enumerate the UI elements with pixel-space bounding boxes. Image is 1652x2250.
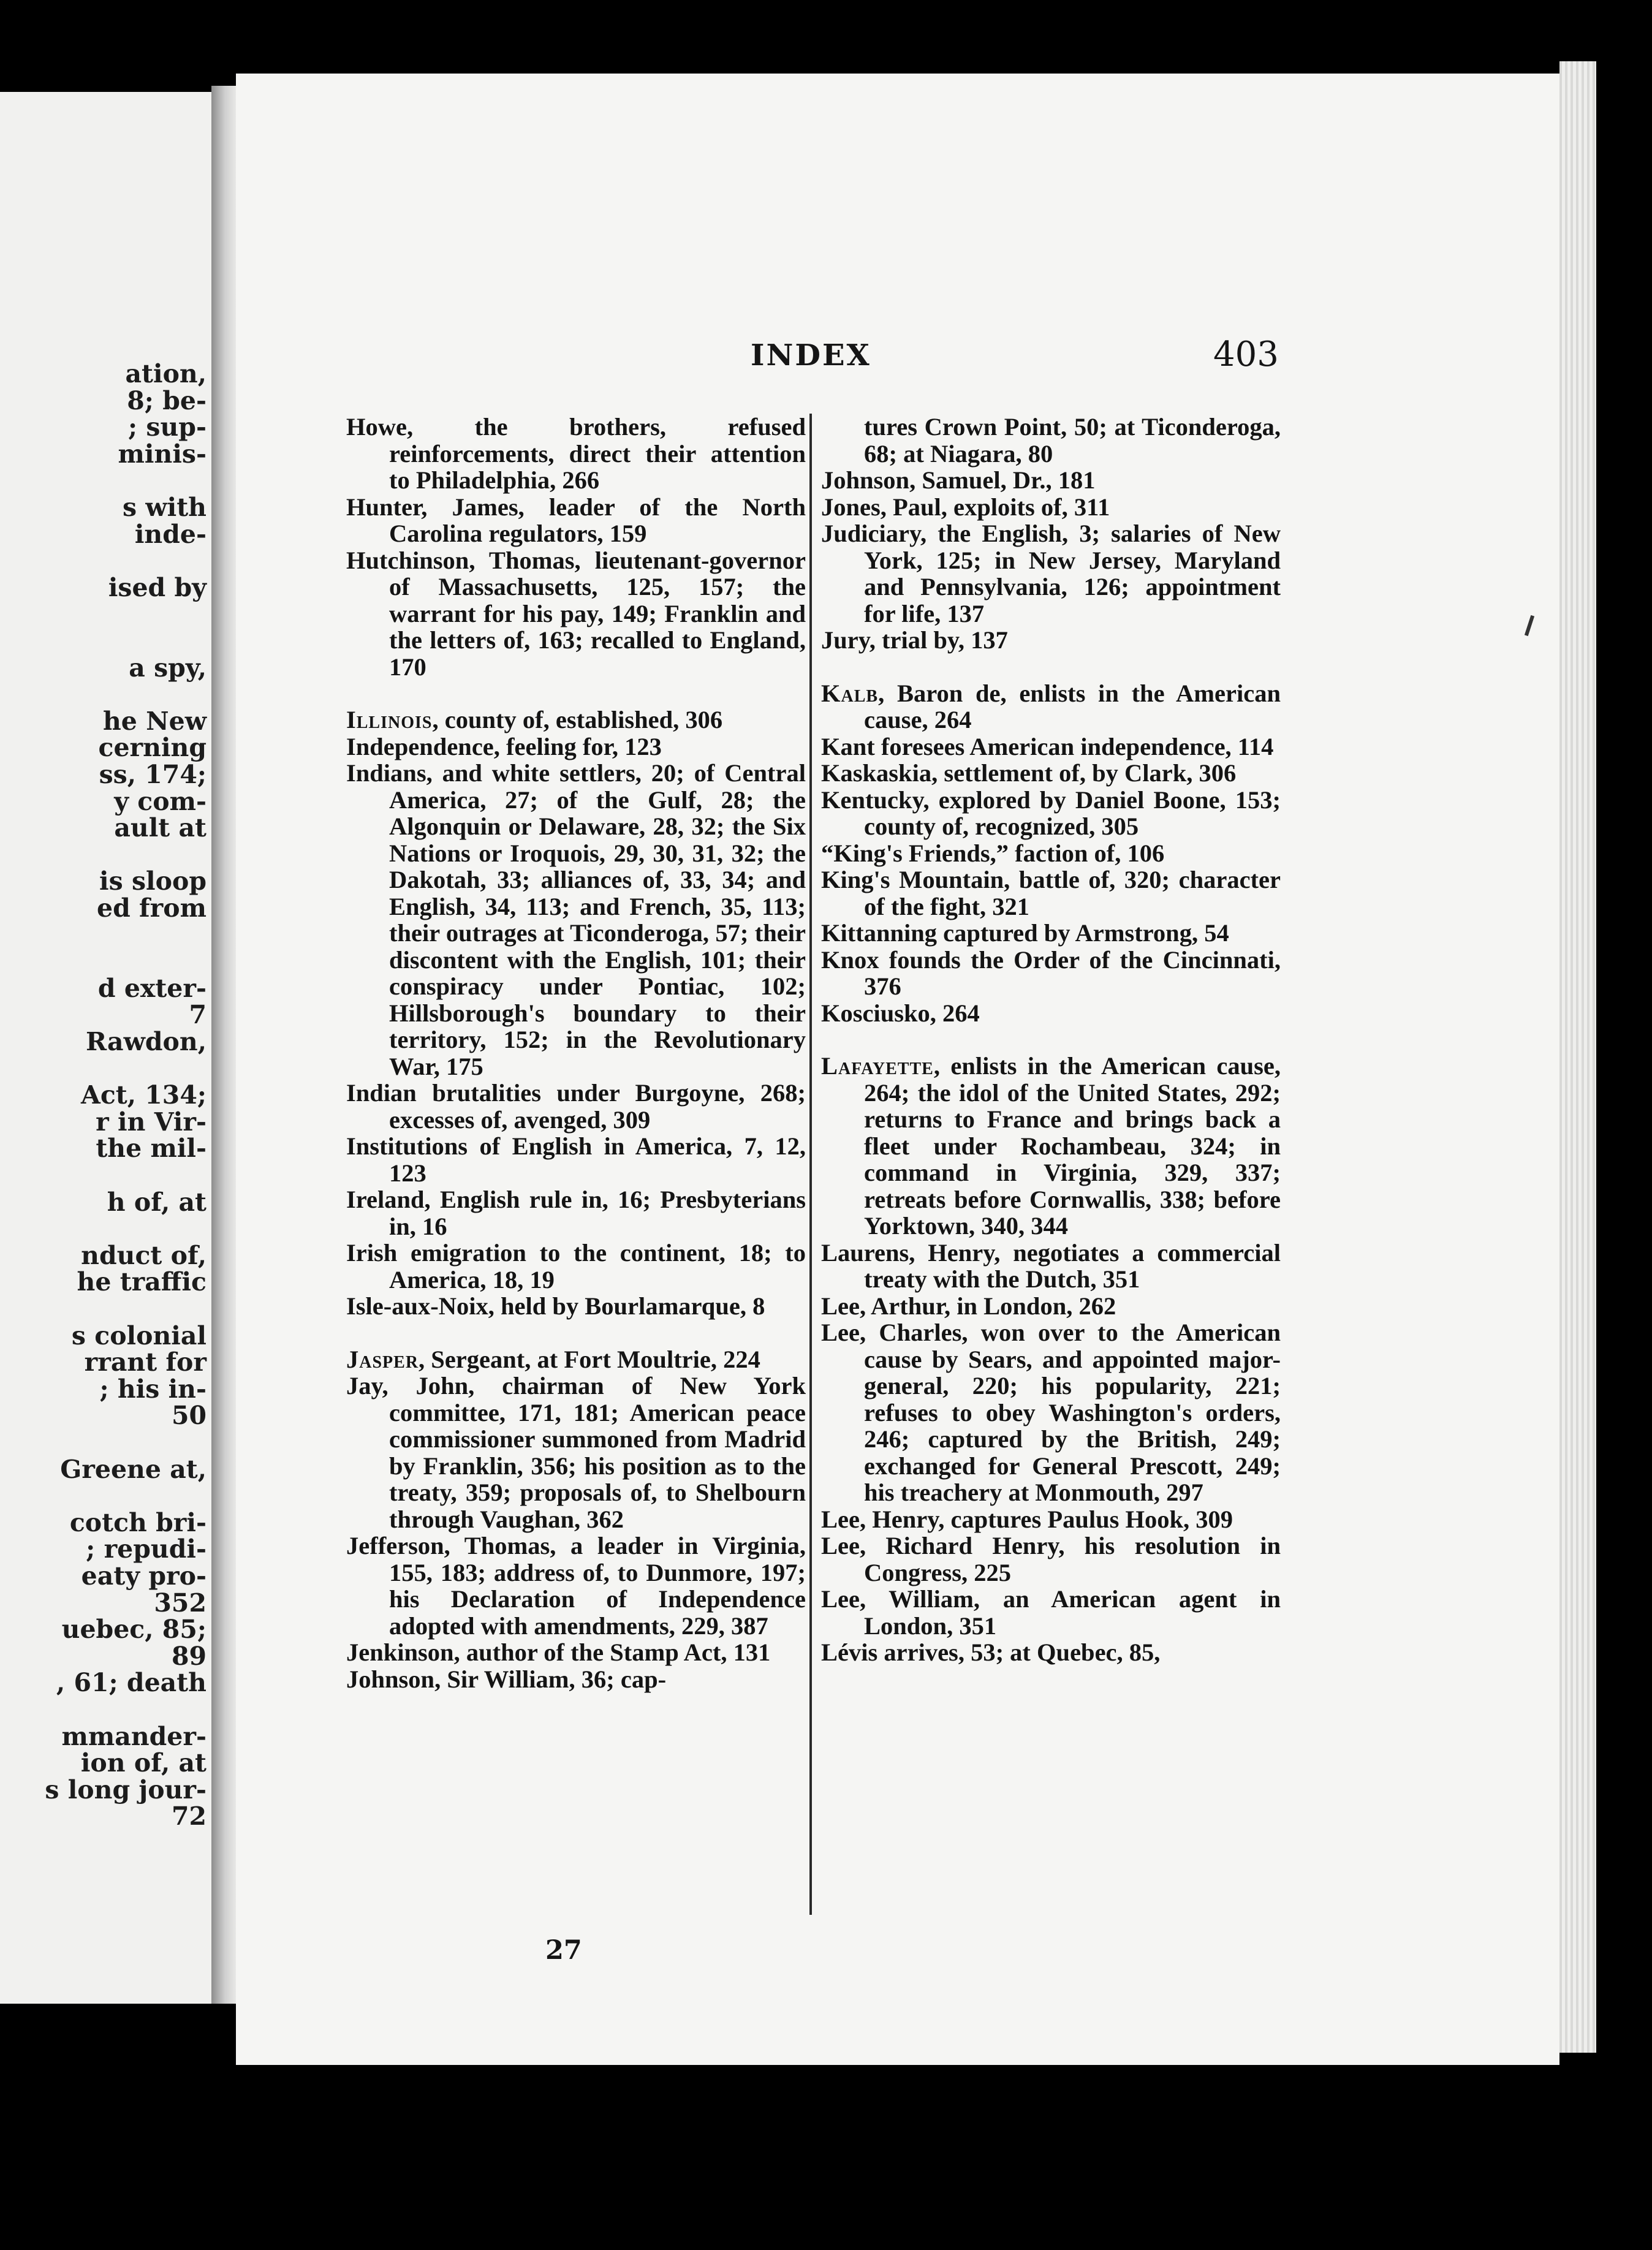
entry-text: Johnson, Sir William, 36; cap- — [346, 1665, 667, 1693]
index-entry — [346, 706, 806, 733]
facing-page-line: s colonial — [71, 1320, 206, 1350]
page-edges — [1559, 61, 1596, 2053]
entry-text: Kittanning captured by Armstrong, 54 — [821, 919, 1229, 947]
letter-section-gap — [346, 1320, 806, 1346]
facing-page-line: ; repudi- — [86, 1534, 206, 1564]
facing-page-line: ised by — [108, 572, 206, 602]
facing-page-line: mmander- — [61, 1721, 206, 1751]
entry-text: Knox founds the Order of the Cincinnati, 376 — [821, 945, 1281, 1000]
facing-page-line: 8; be- — [127, 385, 206, 415]
facing-page-line: eaty pro- — [81, 1561, 206, 1591]
index-entry — [346, 1373, 806, 1532]
index-entry — [821, 1000, 1281, 1027]
index-entry — [821, 1532, 1281, 1586]
facing-page-line: ; sup- — [128, 412, 206, 442]
facing-page-line: he traffic — [77, 1267, 206, 1297]
index-entry — [821, 787, 1281, 840]
index-entry — [821, 1240, 1281, 1293]
facing-page-line: 89 — [171, 1641, 206, 1671]
page-number: 403 — [1213, 335, 1279, 374]
facing-page-line: uebec, 85; — [61, 1615, 206, 1645]
entry-text: Indians, and white settlers, 20; of Central America, 27; of the Gulf, 28; the Algonquin or Delaware, 28, 32; the Six Nations or Iroquois, 29, 30, 31, 32; the Dakotah, 33; alliances of, 33, 34; and English, 34, 113; and French, 35, 113; their outrages at Ticonderoga, 57; their discontent with the English, 101; their conspiracy under Pontiac, 102; Hillsborough's boundary to their territory, 152; in the Revolutionary War, 175 — [346, 759, 806, 1080]
index-entry — [821, 627, 1281, 654]
entry-text: Kentucky, explored by Daniel Boone, 153; county of, recognized, 305 — [821, 786, 1281, 840]
index-entry — [346, 733, 806, 760]
entry-text: Jay, John, chairman of New York committee, 171, 181; American peace commissioner summoned from Madrid by Franklin, 356; his position as to the treaty, 359; proposals of, to Shelbourn through Vaughan, 362 — [346, 1372, 806, 1533]
facing-page-line: 50 — [171, 1401, 206, 1431]
entry-text: Jones, Paul, exploits of, 311 — [821, 493, 1110, 521]
letter-section-gap — [821, 654, 1281, 680]
index-entry-continued — [821, 414, 1281, 467]
entry-text: Laurens, Henry, negotiates a commercial treaty with the Dutch, 351 — [821, 1238, 1281, 1293]
index-entry — [346, 1293, 806, 1320]
page-header — [236, 335, 1559, 381]
pencil-mark — [1525, 615, 1534, 636]
entry-text: Lévis arrives, 53; at Quebec, 85, — [821, 1638, 1161, 1666]
index-entry — [346, 1666, 806, 1693]
entry-text: Hunter, James, leader of the North Carolina regulators, 159 — [346, 493, 806, 547]
entry-text: Jefferson, Thomas, a leader in Virginia, 155, 183; address of, to Dunmore, 197; his Declaration of Independence adopted with amendments, 229, 387 — [346, 1532, 806, 1640]
index-entry — [346, 1133, 806, 1186]
index-entry — [821, 733, 1281, 760]
facing-page-line: Act, 134; — [81, 1080, 206, 1110]
index-entry — [821, 866, 1281, 920]
index-entry — [346, 1346, 806, 1373]
entry-text: Independence, feeling for, 123 — [346, 732, 662, 760]
index-entry — [346, 1240, 806, 1293]
facing-page-fragment — [0, 92, 215, 2004]
facing-page-line: s with — [123, 493, 206, 522]
facing-page-line: s long jour- — [45, 1775, 206, 1805]
facing-page-line: he New — [102, 706, 206, 736]
index-entry — [821, 840, 1281, 867]
index-column-right — [821, 414, 1281, 1666]
entry-text: Kaskaskia, settlement of, by Clark, 306 — [821, 759, 1237, 787]
facing-page-line: ; his in- — [99, 1374, 206, 1404]
facing-page-line: h of, at — [107, 1187, 206, 1217]
facing-page-line: is sloop — [99, 866, 206, 896]
index-entry — [821, 920, 1281, 947]
index-entry — [821, 760, 1281, 787]
index-entry — [821, 467, 1281, 494]
book-gutter — [211, 86, 236, 2004]
facing-page-line: 72 — [171, 1801, 206, 1831]
letter-section-gap — [346, 680, 806, 706]
section-lead-word: Lafayette — [821, 1052, 934, 1080]
facing-page-line: nduct of, — [81, 1240, 206, 1270]
entry-text: , county of, established, 306 — [432, 706, 723, 733]
entry-text: , enlists in the American cause, 264; the idol of the United States, 292; returns to France and brings back a fleet under Rochambeau, 324; in command in Virginia, 329, 337; retreats before Cornwallis, 338; before Yorktown, 340, 344 — [864, 1052, 1281, 1240]
facing-page-line: minis- — [118, 439, 206, 469]
entry-text: Irish emigration to the continent, 18; to America, 18, 19 — [346, 1239, 806, 1294]
index-column-left — [346, 414, 806, 1692]
entry-text: Institutions of English in America, 7, 12, 123 — [346, 1132, 806, 1187]
facing-page-line: cotch bri- — [69, 1507, 206, 1537]
facing-page-line: rrant for — [84, 1347, 206, 1377]
facing-page-line: the mil- — [96, 1134, 206, 1164]
letter-section-gap — [821, 1026, 1281, 1053]
index-entry — [821, 947, 1281, 1000]
index-page — [236, 74, 1559, 2065]
facing-page-line: ss, 174; — [99, 760, 206, 789]
entry-text: Kant foresees American independence, 114 — [821, 732, 1274, 760]
entry-text: Lee, William, an American agent in London, 351 — [821, 1585, 1281, 1640]
index-entry — [821, 680, 1281, 733]
index-entry — [821, 1293, 1281, 1320]
facing-page-line: 7 — [189, 1000, 206, 1030]
facing-page-line: y com- — [114, 786, 206, 816]
index-entry — [821, 1319, 1281, 1506]
entry-text: Lee, Charles, won over to the American cause by Sears, and appointed major-general, 220; his popularity, 221; refuses to obey Washington's orders, 246; captured by the British, 249; exchanged for General Prescott, 249; his treachery at Monmouth, 297 — [821, 1319, 1281, 1506]
entry-text: Jenkinson, author of the Stamp Act, 131 — [346, 1638, 771, 1666]
index-entry — [346, 1639, 806, 1666]
entry-text: tures Crown Point, 50; at Ticonderoga, 68; at Niagara, 80 — [864, 413, 1281, 468]
facing-page-line: inde- — [134, 519, 206, 549]
entry-text: “King's Friends,” faction of, 106 — [821, 839, 1165, 867]
entry-text: Kosciusko, 264 — [821, 999, 980, 1027]
facing-page-line: cerning — [98, 733, 206, 763]
index-entry — [346, 1532, 806, 1639]
facing-page-line: ed from — [97, 893, 206, 923]
facing-page-line: a spy, — [129, 653, 206, 683]
entry-text: Ireland, English rule in, 16; Presbyterians in, 16 — [346, 1186, 806, 1240]
section-lead-word: Jasper — [346, 1345, 419, 1373]
entry-text: Isle-aux-Noix, held by Bourlamarque, 8 — [346, 1292, 765, 1320]
index-entry — [821, 520, 1281, 627]
index-entry — [346, 1186, 806, 1240]
facing-page-line: 352 — [154, 1588, 206, 1618]
entry-text: King's Mountain, battle of, 320; character of the fight, 321 — [821, 866, 1281, 920]
entry-text: Howe, the brothers, refused reinforcements, direct their attention to Philadelphia, 266 — [346, 413, 806, 494]
facing-page-line: , 61; death — [56, 1668, 206, 1698]
facing-page-line: Rawdon, — [86, 1027, 206, 1056]
section-lead-word: Kalb — [821, 679, 879, 707]
section-lead-word: Illinois — [346, 706, 433, 733]
entry-text: Lee, Henry, captures Paulus Hook, 309 — [821, 1505, 1233, 1533]
index-entry — [346, 760, 806, 1080]
facing-page-line: ation, — [125, 359, 206, 388]
facing-page-line: ault at — [114, 813, 206, 843]
index-entry — [346, 494, 806, 547]
entry-text: Indian brutalities under Burgoyne, 268; excesses of, avenged, 309 — [346, 1079, 806, 1134]
index-entry — [821, 1639, 1281, 1666]
entry-text: Jury, trial by, 137 — [821, 626, 1008, 654]
entry-text: Hutchinson, Thomas, lieutenant-governor of Massachusetts, 125, 157; the warrant for his pay, 149; Franklin and the letters of, 163; recalled to England, 170 — [346, 546, 806, 681]
column-rule — [809, 414, 812, 1915]
index-entry — [821, 494, 1281, 521]
index-entry — [821, 1586, 1281, 1639]
facing-page-line: r in Vir- — [96, 1107, 206, 1137]
facing-page-line: ion of, at — [80, 1748, 206, 1778]
entry-text: , Sergeant, at Fort Moultrie, 224 — [419, 1345, 760, 1373]
entry-text: Judiciary, the English, 3; salaries of New York, 125; in New Jersey, Maryland and Pennsylvania, 126; appointment for life, 137 — [821, 520, 1281, 627]
entry-text: Lee, Arthur, in London, 262 — [821, 1292, 1116, 1320]
entry-text: Johnson, Samuel, Dr., 181 — [821, 466, 1096, 494]
facing-page-line: d exter- — [97, 973, 206, 1003]
running-head: INDEX — [751, 338, 871, 373]
index-entry — [346, 1080, 806, 1133]
index-entry — [821, 1053, 1281, 1240]
entry-text: , Baron de, enlists in the American cause, 264 — [864, 679, 1281, 733]
entry-text: Lee, Richard Henry, his resolution in Congress, 225 — [821, 1532, 1281, 1586]
signature-mark: 27 — [545, 1935, 582, 1966]
index-entry — [821, 1506, 1281, 1533]
index-entry — [346, 414, 806, 494]
facing-page-line: Greene at, — [60, 1454, 206, 1484]
index-entry — [346, 547, 806, 681]
